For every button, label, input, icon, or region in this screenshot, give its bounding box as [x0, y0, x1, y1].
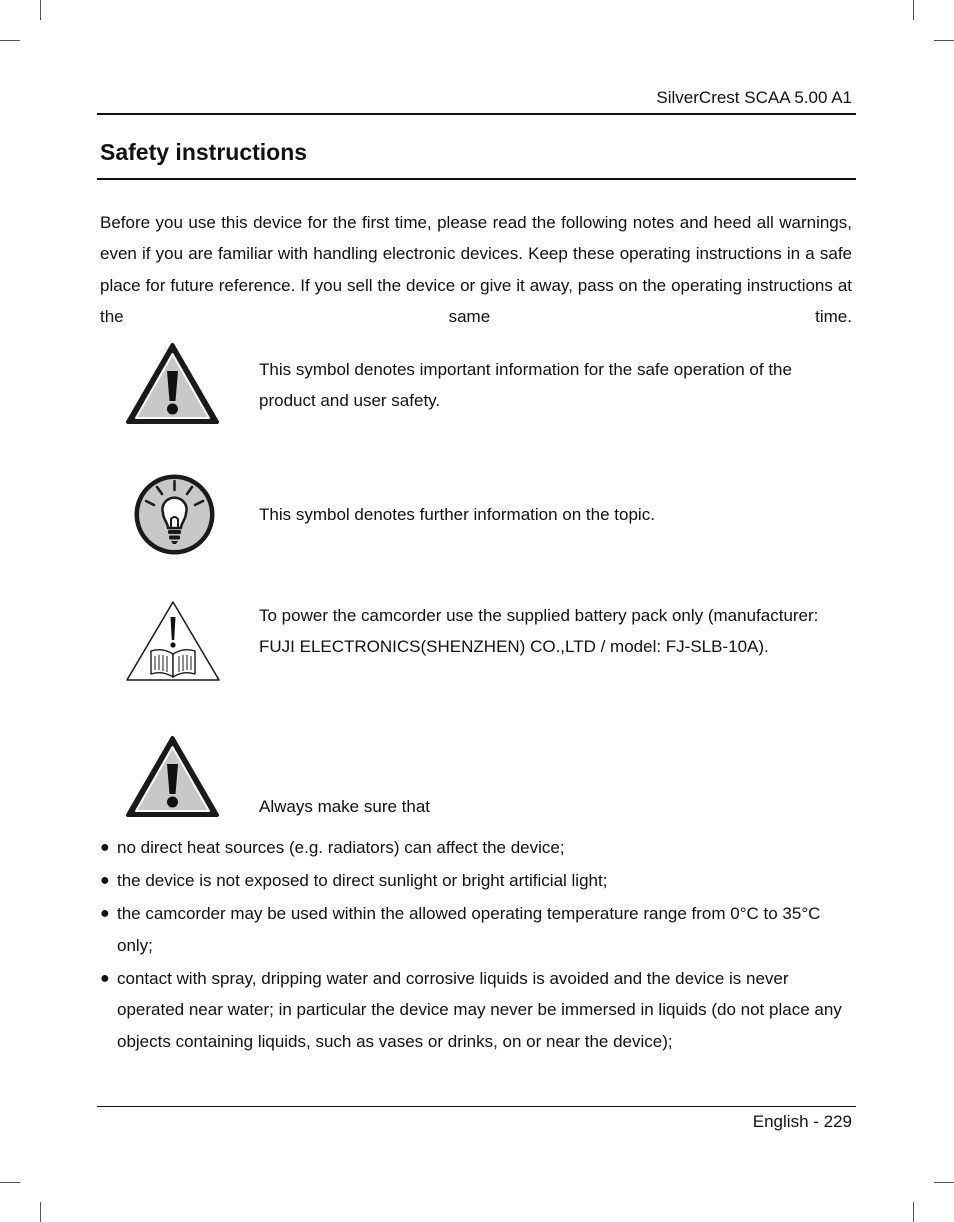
- intro-paragraph: Before you use this device for the first time, please read the following notes and heed all warnings, even if you are familiar with handling electronic devices. Keep these operating instructions in a safe place for future reference. If you sell the device or give it away, pass on the operating instructions at the same time.: [100, 213, 852, 326]
- title-rule: [97, 178, 856, 180]
- warning-triangle-icon: [125, 734, 220, 819]
- lightbulb-icon: [133, 473, 216, 556]
- warning-triangle-icon: [125, 341, 220, 426]
- bullet-icon: ●: [100, 872, 110, 889]
- crop-mark: [40, 1202, 41, 1222]
- list-item-text: the device is not exposed to direct sunlight or bright artificial light;: [117, 871, 608, 890]
- bullet-icon: ●: [100, 969, 110, 987]
- note-text: To power the camcorder use the supplied battery pack only (manufacturer: FUJI ELECTRONICS(SHENZHEN) CO.,LTD / model: FJ-SLB-10A).: [259, 606, 819, 656]
- list-item: [100, 898, 856, 961]
- crop-mark: [0, 40, 20, 41]
- list-item: [100, 865, 856, 897]
- note-text: This symbol denotes further information on the topic.: [259, 505, 655, 524]
- header-rule: [97, 113, 856, 115]
- bullet-list: [100, 832, 856, 1059]
- crop-mark: [934, 1182, 954, 1183]
- bullet-icon: ●: [100, 839, 110, 856]
- list-item-text: contact with spray, dripping water and corrosive liquids is avoided and the device is never operated near water; in particular the device may never be immersed in liquids (do not place any objects containing liquids, such as vases or drinks, on or near the device);: [117, 968, 842, 1051]
- crop-mark: [913, 1202, 914, 1222]
- list-item-text: no direct heat sources (e.g. radiators) can affect the device;: [117, 838, 565, 857]
- list-item: [100, 832, 856, 864]
- list-item-text: the camcorder may be used within the allowed operating temperature range from 0°C to 35°C only;: [117, 904, 821, 955]
- list-item: [100, 963, 856, 1058]
- note-text: Always make sure that: [259, 797, 431, 816]
- bullet-icon: ●: [100, 905, 110, 922]
- crop-mark: [40, 0, 41, 20]
- crop-mark: [934, 40, 954, 41]
- note-text: This symbol denotes important information for the safe operation of the product and user safety.: [259, 360, 792, 410]
- crop-mark: [0, 1182, 20, 1183]
- page-title: Safety instructions: [100, 139, 308, 165]
- read-manual-icon: [125, 600, 221, 682]
- page-number: English - 229: [752, 1112, 852, 1131]
- header-product-title: SilverCrest SCAA 5.00 A1: [656, 88, 852, 107]
- footer-rule: [97, 1106, 856, 1107]
- crop-mark: [913, 0, 914, 20]
